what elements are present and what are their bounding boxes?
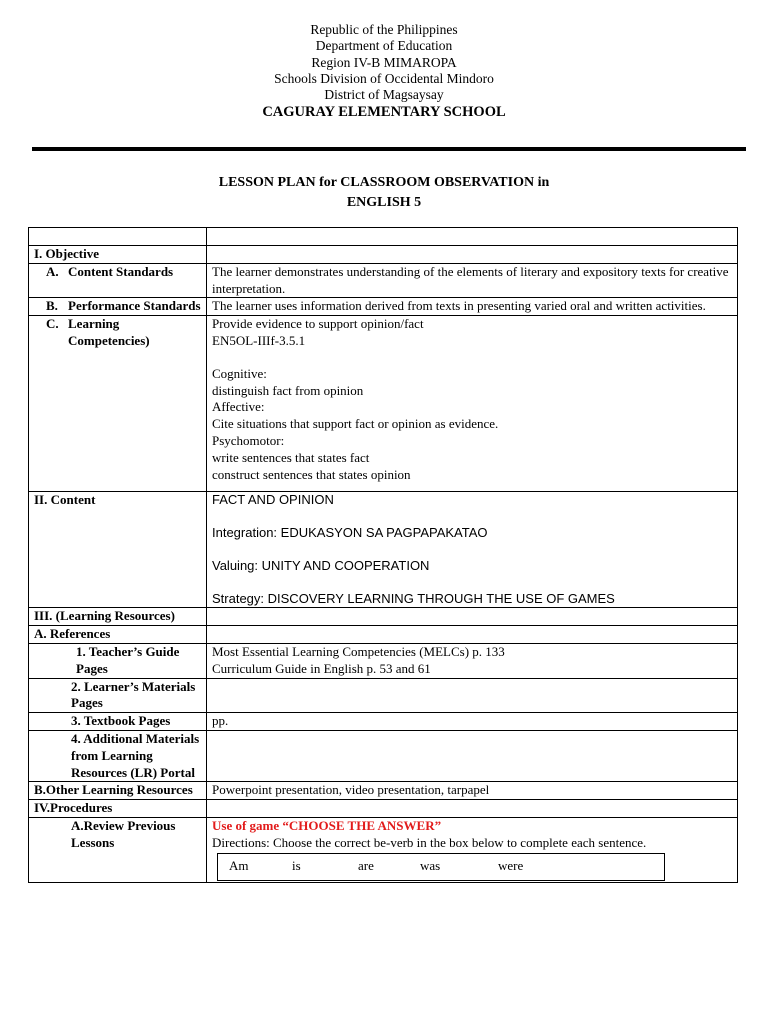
table-row	[29, 608, 738, 626]
header-line: District of Magsaysay	[324, 87, 444, 103]
content-label: II. Content	[29, 492, 207, 608]
choice-word: were	[498, 858, 524, 874]
references-label	[29, 626, 207, 644]
document-title	[0, 173, 768, 213]
additional-materials-label: 4. Additional Materials from Learning Resources (LR) Portal	[71, 730, 200, 780]
blank-cell	[207, 800, 738, 818]
other-resources-label: B.Other Learning Resources	[29, 782, 207, 800]
choice-word: is	[292, 858, 301, 874]
table-row	[29, 782, 738, 800]
header-divider	[32, 147, 746, 151]
cognitive-label: Cognitive:	[212, 365, 267, 381]
content-topic: FACT AND OPINION	[212, 492, 334, 508]
be-verb-choices-box	[217, 853, 665, 881]
blank-cell	[207, 246, 738, 264]
game-directions: Directions: Choose the correct be-verb in the box below to complete each sentence.	[212, 834, 647, 850]
lesson-plan-table	[28, 227, 738, 883]
table-row	[29, 800, 738, 818]
objective-label: I. Objective	[29, 246, 207, 264]
textbook-pages-label: 3. Textbook Pages	[71, 713, 171, 729]
choice-word: Am	[229, 858, 249, 874]
procedures-label: IV.Procedures	[29, 800, 207, 818]
content-strategy: Strategy: DISCOVERY LEARNING THROUGH THE USE OF GAMES	[212, 590, 615, 606]
reference-line: Curriculum Guide in English p. 53 and 61	[212, 660, 431, 676]
choice-word: was	[420, 858, 441, 874]
table-row	[29, 730, 738, 781]
performance-standards-label	[34, 298, 201, 315]
review-lessons-text	[207, 817, 738, 882]
competency-code: EN5OL-IIIf-3.5.1	[212, 332, 306, 348]
table-row	[29, 492, 738, 608]
review-lessons-label: A.Review Previous Lessons	[71, 817, 176, 850]
cognitive-text: distinguish fact from opinion	[212, 382, 364, 398]
learning-competencies-text	[207, 316, 738, 492]
list-marker: A.	[46, 263, 59, 279]
other-resources-text: Powerpoint presentation, video presentation, tarpapel	[207, 782, 738, 800]
table-row	[29, 626, 738, 644]
affective-text: Cite situations that support fact or opinion as evidence.	[212, 416, 499, 432]
blank-cell	[207, 228, 738, 246]
blank-cell	[207, 626, 738, 644]
blank-cell	[207, 678, 738, 713]
content-standards-text: The learner demonstrates understanding of the elements of literary and expository texts for creative interpretation.	[207, 263, 738, 298]
title-line-2: ENGLISH 5	[346, 195, 422, 210]
list-marker: B.	[46, 298, 58, 314]
blank-cell	[29, 228, 207, 246]
table-row	[29, 246, 738, 264]
content-text	[207, 492, 738, 608]
performance-standards-text: The learner uses information derived from texts in presenting varied oral and written activities.	[207, 298, 738, 316]
table-row	[29, 678, 738, 713]
table-row	[29, 316, 738, 492]
header-line: Region IV-B MIMAROPA	[311, 54, 457, 70]
header-line: Schools Division of Occidental Mindoro	[274, 70, 494, 86]
blank-cell	[207, 730, 738, 781]
game-title: Use of game “CHOOSE THE ANSWER”	[212, 817, 442, 833]
psychomotor-label: Psychomotor:	[212, 432, 285, 448]
blank-cell	[207, 608, 738, 626]
psychomotor-line: write sentences that states fact	[212, 449, 370, 465]
table-row	[29, 228, 738, 246]
document-header	[0, 22, 768, 121]
teacher-guide-text	[207, 643, 738, 678]
textbook-pages-text: pp.	[207, 713, 738, 731]
competency-line: Provide evidence to support opinion/fact	[212, 316, 424, 332]
header-line: Republic of the Philippines	[310, 22, 458, 37]
table-row	[29, 643, 738, 678]
label-text: Content Standards	[68, 263, 174, 279]
content-integration: Integration: EDUKASYON SA PAGPAPAKATAO	[212, 524, 488, 540]
learner-materials-label: 2. Learner’s Materials Pages	[71, 678, 196, 711]
label-text: Learning Competencies)	[68, 316, 150, 348]
learning-resources-label: III. (Learning Resources)	[29, 608, 207, 626]
table-row	[29, 298, 738, 316]
teacher-guide-label: 1. Teacher’s Guide Pages	[76, 643, 180, 676]
title-line-1: LESSON PLAN for CLASSROOM OBSERVATION in	[218, 175, 550, 190]
school-name: CAGURAY ELEMENTARY SCHOOL	[262, 104, 506, 121]
header-line: Department of Education	[315, 38, 453, 54]
reference-line: Most Essential Learning Competencies (MELCs) p. 133	[212, 643, 505, 659]
table-row	[29, 263, 738, 298]
list-marker: C.	[46, 316, 59, 332]
table-row	[29, 713, 738, 731]
references-text: A. References	[34, 626, 111, 642]
learning-competencies-label	[34, 316, 201, 350]
content-valuing: Valuing: UNITY AND COOPERATION	[212, 557, 430, 573]
affective-label: Affective:	[212, 399, 265, 415]
choice-word: are	[358, 858, 374, 874]
label-text: Performance Standards	[68, 298, 201, 314]
table-row	[29, 817, 738, 882]
psychomotor-line: construct sentences that states opinion	[212, 466, 411, 482]
content-standards-label	[34, 264, 201, 281]
